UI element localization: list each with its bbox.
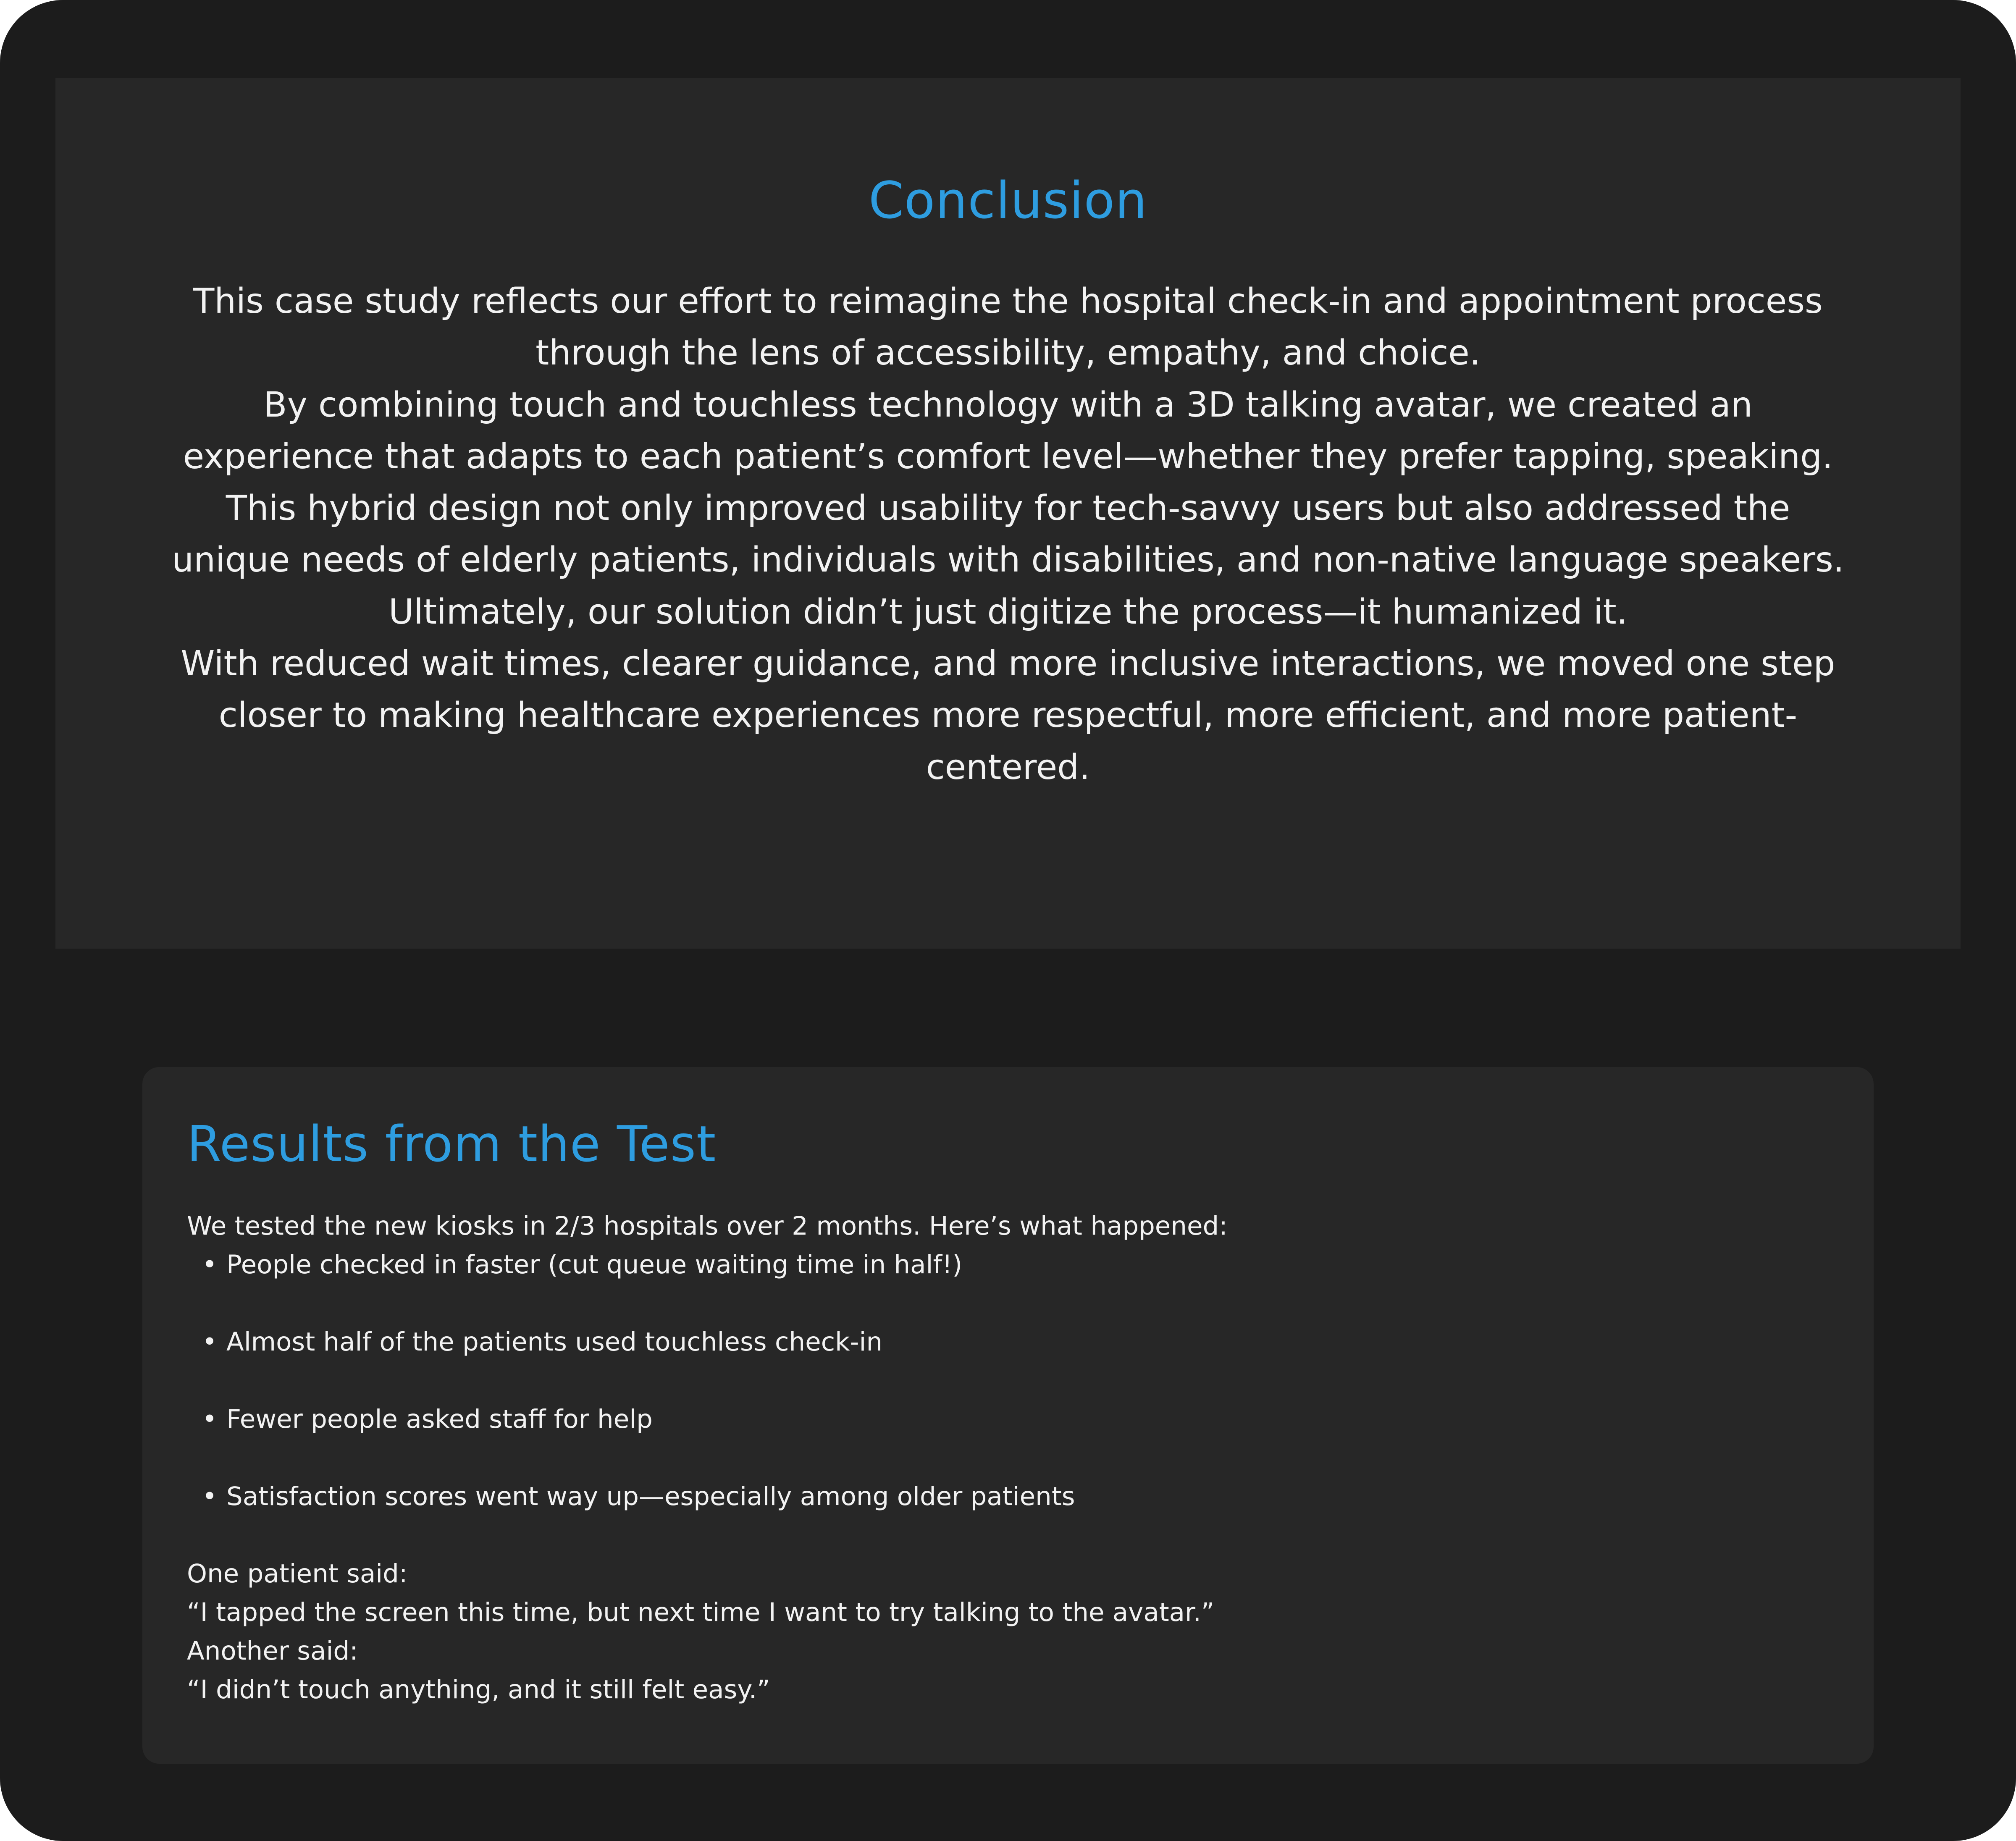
bullet-icon: • bbox=[202, 1482, 217, 1511]
list-item-text: Satisfaction scores went way up—especially among older patients bbox=[226, 1482, 1075, 1511]
conclusion-paragraph: Ultimately, our solution didn’t just digitize the process—it humanized it. bbox=[388, 592, 1628, 632]
quote-line: “I didn’t touch anything, and it still felt easy.” bbox=[187, 1675, 770, 1705]
results-bullet-list bbox=[187, 1246, 1874, 1516]
conclusion-section bbox=[55, 78, 1961, 949]
conclusion-paragraph: By combining touch and touchless technology with a 3D talking avatar, we created an experience that adapts to each patient’s comfort level—whether they prefer tapping, speaking. This hybrid design not only improved usability for tech-savvy users but also addressed the unique needs of elderly patients, individuals with disabilities, and non-native language speakers. bbox=[172, 385, 1844, 580]
conclusion-paragraph: With reduced wait times, clearer guidance, and more inclusive interactions, we moved one step closer to making healthcare experiences more respectful, more efficient, and more patient-centered. bbox=[181, 644, 1835, 787]
conclusion-paragraph: This case study reflects our effort to reimagine the hospital check-in and appointment process through the lens of accessibility, empathy, and choice. bbox=[193, 281, 1823, 373]
results-card bbox=[142, 1067, 1874, 1764]
results-intro: We tested the new kiosks in 2/3 hospitals over 2 months. Here’s what happened: bbox=[187, 1211, 1228, 1241]
results-title: Results from the Test bbox=[187, 1115, 717, 1173]
patient-quotes bbox=[187, 1555, 1874, 1709]
quote-line: Another said: bbox=[187, 1636, 358, 1666]
bullet-icon: • bbox=[202, 1327, 217, 1357]
list-item-text: People checked in faster (cut queue waiting time in half!) bbox=[226, 1250, 963, 1280]
bullet-icon: • bbox=[202, 1404, 217, 1434]
list-item bbox=[187, 1477, 1874, 1516]
list-item bbox=[187, 1400, 1874, 1439]
quote-line: “I tapped the screen this time, but next time I want to try talking to the avatar.” bbox=[187, 1597, 1215, 1627]
list-item bbox=[187, 1246, 1874, 1284]
conclusion-body bbox=[168, 275, 1848, 793]
list-item bbox=[187, 1323, 1874, 1361]
list-item-text: Almost half of the patients used touchless check-in bbox=[226, 1327, 883, 1357]
bullet-icon: • bbox=[202, 1250, 217, 1280]
conclusion-title: Conclusion bbox=[869, 172, 1147, 230]
quote-line: One patient said: bbox=[187, 1559, 408, 1589]
list-item-text: Fewer people asked staff for help bbox=[226, 1404, 653, 1434]
